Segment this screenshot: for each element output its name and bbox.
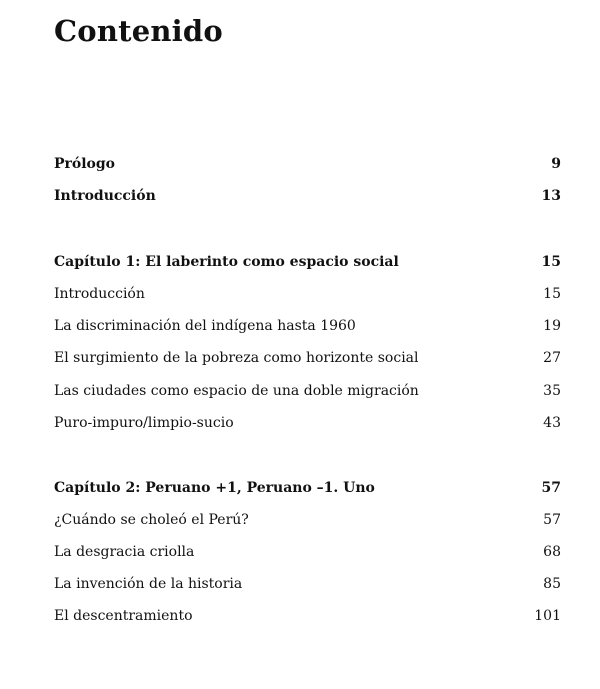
toc-entry-label: Introducción	[54, 286, 145, 302]
toc-entry-label: Capítulo 2: Peruano +1, Peruano –1. Uno	[54, 480, 375, 496]
toc-entry-label: Prólogo	[54, 156, 116, 172]
toc-entry	[54, 382, 561, 400]
toc-entry-label: El descentramiento	[54, 608, 193, 624]
toc-entry-page: 68	[543, 544, 561, 560]
toc-entry-page: 35	[543, 383, 561, 399]
toc-entry-page: 85	[543, 576, 561, 592]
toc-entry-page: 9	[551, 156, 561, 172]
toc-entry-page: 15	[541, 254, 561, 270]
toc-entry-label: ¿Cuándo se choleó el Perú?	[54, 512, 249, 528]
toc-entry-page: 57	[541, 480, 561, 496]
toc-entry-label: La invención de la historia	[54, 576, 243, 592]
toc-entry-page: 57	[543, 512, 561, 528]
toc-entry-page: 27	[543, 350, 561, 366]
toc-entry-introduccion	[54, 187, 561, 205]
toc-entry-label: El surgimiento de la pobreza como horizonte social	[54, 350, 419, 366]
toc-entry-page: 15	[543, 286, 561, 302]
toc-entry-page: 19	[543, 318, 561, 334]
page-title: Contenido	[54, 14, 223, 48]
toc-entry-label: Puro-impuro/limpio-sucio	[54, 415, 234, 431]
toc-chapter-2	[54, 479, 561, 497]
toc-entry-label: Capítulo 1: El laberinto como espacio social	[54, 254, 399, 270]
toc-chapter-1	[54, 253, 561, 271]
toc-entry-page: 101	[534, 608, 561, 624]
toc-entry	[54, 414, 561, 432]
toc-entry	[54, 575, 561, 593]
toc-entry	[54, 349, 561, 367]
toc-entry	[54, 543, 561, 561]
toc-entry-page: 43	[543, 415, 561, 431]
toc-entry	[54, 317, 561, 335]
toc-entry	[54, 285, 561, 303]
toc-entry-page: 13	[541, 188, 561, 204]
toc-entry-label: La discriminación del indígena hasta 1960	[54, 318, 356, 334]
toc-entry	[54, 511, 561, 529]
toc-entry-prologo	[54, 155, 561, 173]
toc-entry-label: La desgracia criolla	[54, 544, 195, 560]
toc-entry-label: Introducción	[54, 188, 156, 204]
toc-entry	[54, 607, 561, 625]
toc-entry-label: Las ciudades como espacio de una doble migración	[54, 383, 419, 399]
